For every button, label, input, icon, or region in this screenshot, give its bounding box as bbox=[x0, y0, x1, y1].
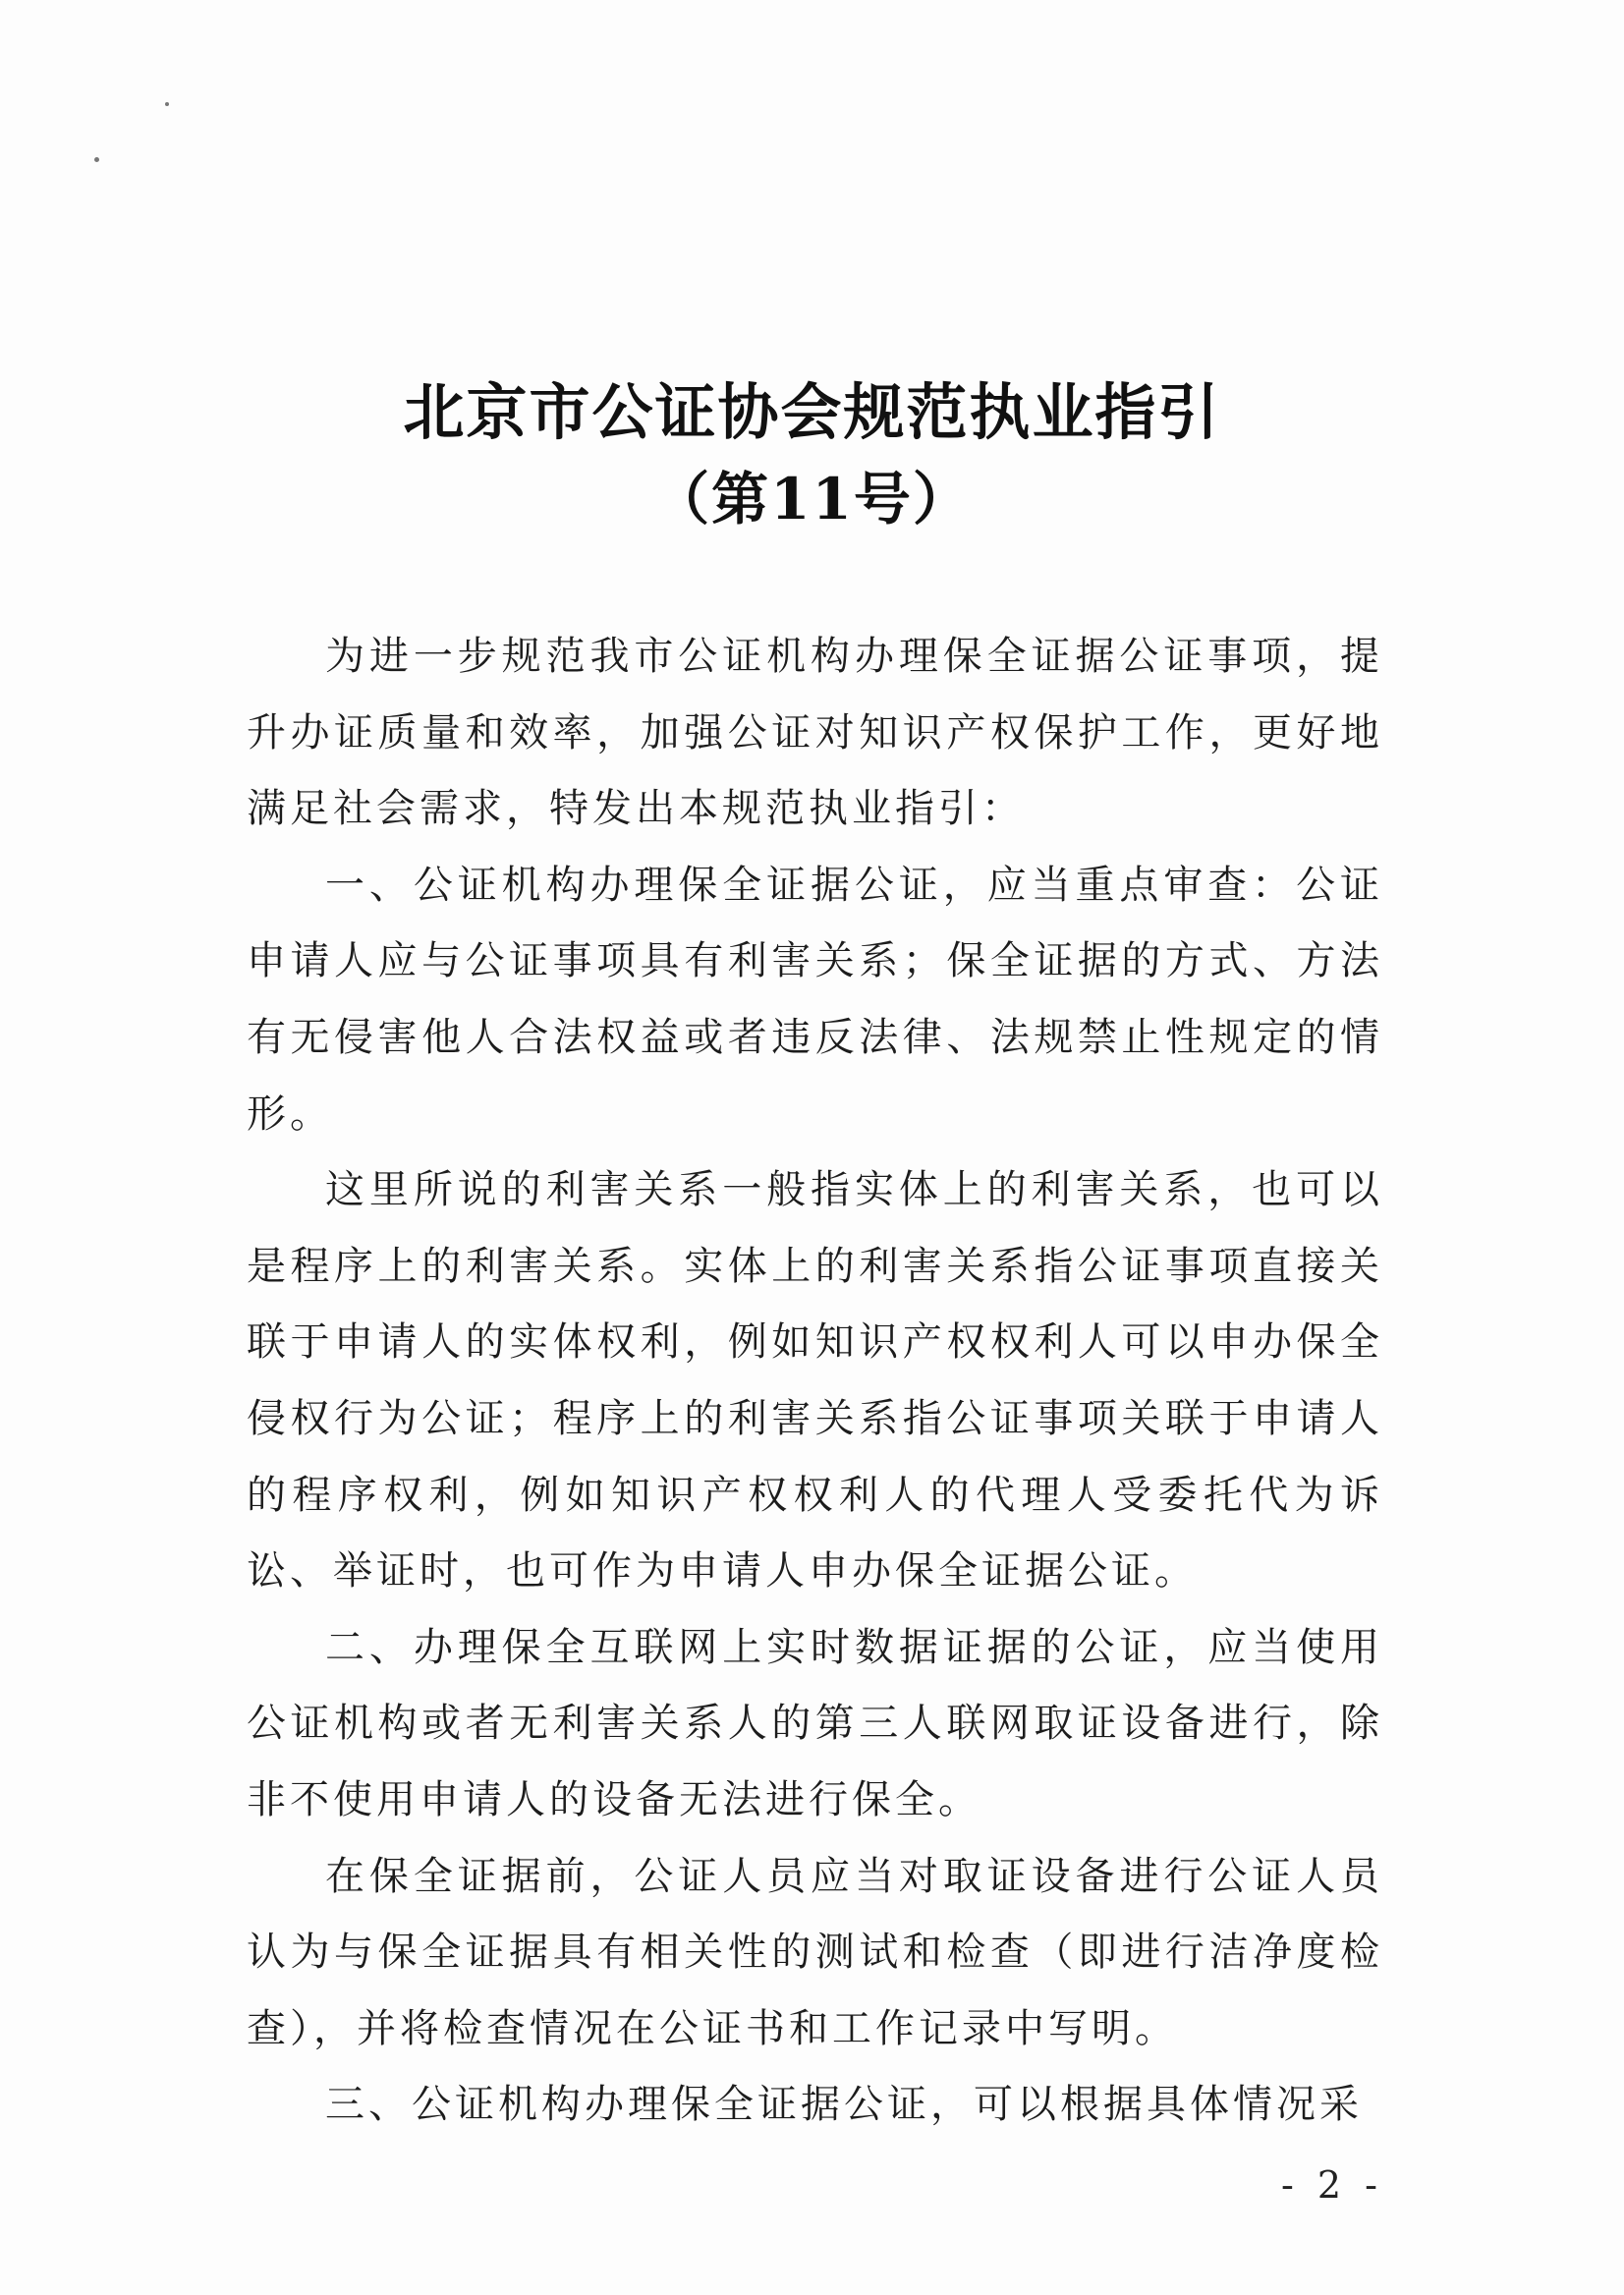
scan-speck bbox=[165, 102, 169, 106]
document-title: 北京市公证协会规范执业指引 bbox=[403, 376, 1221, 448]
document-subtitle: （第11号） bbox=[652, 466, 972, 532]
paragraph-item-3: 三、公证机构办理保全证据公证，可以根据具体情况采 bbox=[325, 2082, 1363, 2128]
document-body bbox=[247, 619, 1383, 2144]
paragraph-intro: 为进一步规范我市公证机构办理保全证据公证事项，提升办证质量和效率，加强公证对知识产权保护工作，更好地满足社会需求，特发出本规范执业指引： bbox=[247, 634, 1383, 832]
paragraph-item-2-detail: 在保全证据前，公证人员应当对取证设备进行公证人员认为与保全证据具有相关性的测试和检查（即进行洁净度检查），并将检查情况在公证书和工作记录中写明。 bbox=[247, 1853, 1383, 2051]
paragraph-item-1-explanation: 这里所说的利害关系一般指实体上的利害关系，也可以是程序上的利害关系。实体上的利害关系指公证事项直接关联于申请人的实体权利，例如知识产权权利人可以申办保全侵权行为公证；程序上的利害关系指公证事项关联于申请人的程序权利，例如知识产权权利人的代理人受委托代为诉讼、举证时，也可作为申请人申办保全证据公证。 bbox=[247, 1167, 1383, 1595]
paragraph-item-2: 二、办理保全互联网上实时数据证据的公证，应当使用公证机构或者无利害关系人的第三人联网取证设备进行，除非不使用申请人的设备无法进行保全。 bbox=[247, 1624, 1383, 1822]
page-number: - 2 - bbox=[1280, 2163, 1383, 2207]
paragraph-item-1: 一、公证机构办理保全证据公证，应当重点审查：公证申请人应与公证事项具有利害关系；保全证据的方式、方法有无侵害他人合法权益或者违反法律、法规禁止性规定的情形。 bbox=[247, 862, 1383, 1137]
scan-speck bbox=[94, 157, 99, 162]
